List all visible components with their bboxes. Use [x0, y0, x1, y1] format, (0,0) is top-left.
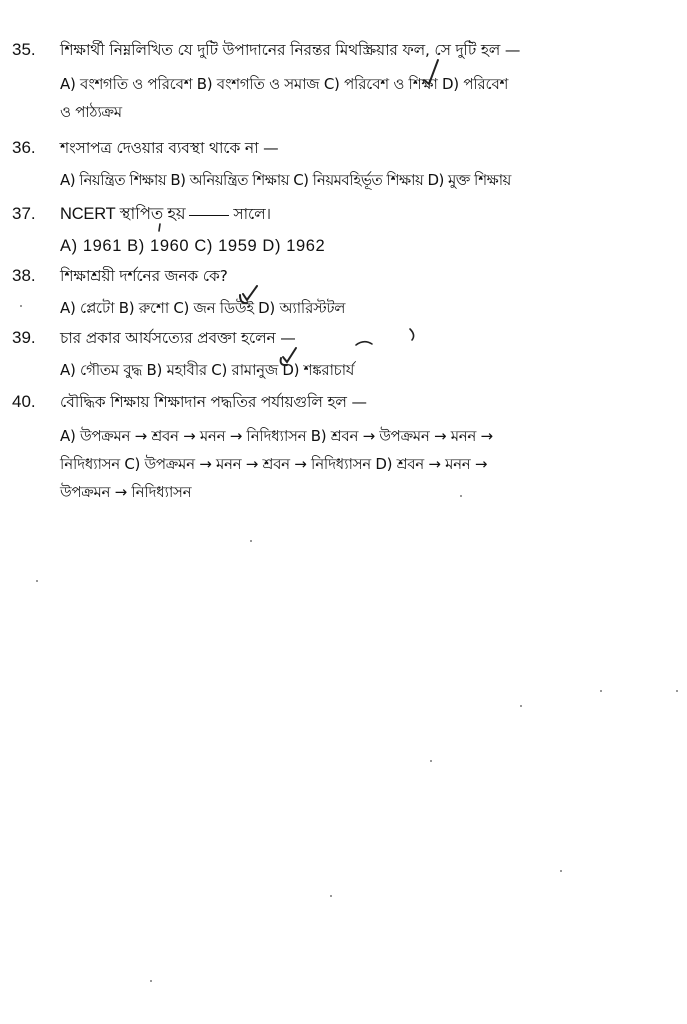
options-line: A) নিয়ন্ত্রিত শিক্ষায় B) অনিয়ন্ত্রিত শিক্ষায় C) নিয়মবহির্ভূত শিক্ষায় D) মুক্ত শিক্ষায়: [60, 171, 511, 189]
scan-speck: [150, 980, 152, 982]
pen-tick-mark-37: [155, 222, 165, 236]
options-line: A) উপক্রমন → শ্রবন → মনন → নিদিধ্যাসন B) শ্রবন → উপক্রমন → মনন →: [60, 427, 493, 445]
question-text: NCERT স্থাপিত হয়: [60, 205, 186, 223]
options-line: A) বংশগতি ও পরিবেশ B) বংশগতি ও সমাজ C) পরিবেশ ও শিক্ষা D) পরিবেশ: [60, 75, 509, 93]
question-text: শিক্ষার্থী নিম্নলিখিত যে দুটি উপাদানের নিরন্তর মিথস্ক্রিয়ার ফল, সে দুটি হল —: [60, 41, 521, 59]
question-text-suffix: সালে।: [233, 205, 271, 223]
options-line: উপক্রমন → নিদিধ্যাসন: [60, 483, 192, 501]
question-text: চার প্রকার আর্যসত্যের প্রবক্তা হলেন —: [60, 329, 296, 347]
question-35: [12, 38, 680, 126]
pen-tick-mark-35: [420, 58, 442, 88]
answer-blank: [189, 215, 229, 216]
question-36: [12, 136, 680, 194]
pen-tick-mark-38: [237, 284, 261, 306]
pen-tick-mark-39: [277, 346, 301, 368]
question-number: 36.: [12, 138, 36, 157]
scan-speck: [430, 760, 432, 762]
options-line: নিদিধ্যাসন C) উপক্রমন → মনন → শ্রবন → নিদিধ্যাসন D) শ্রবন → মনন →: [60, 455, 488, 473]
options-line: A) গৌতম বুদ্ধ B) মহাবীর C) রামানুজ D) শঙ্করাচার্য: [60, 361, 355, 379]
scan-speck: [20, 305, 22, 307]
scan-speck: [676, 690, 678, 692]
question-text: শংসাপত্র দেওয়ার ব্যবস্থা থাকে না —: [60, 139, 279, 157]
question-text: শিক্ষাশ্রয়ী দর্শনের জনক কে?: [60, 267, 228, 285]
question-37: [12, 201, 680, 260]
question-38: [12, 264, 680, 322]
question-number: 35.: [12, 40, 36, 59]
scan-speck: [520, 705, 522, 707]
scan-speck: [460, 495, 462, 497]
question-text: বৌদ্ধিক শিক্ষায় শিক্ষাদান পদ্ধতির পর্যায়গুলি হল —: [60, 393, 367, 411]
pen-scribble-mark: [350, 327, 420, 351]
options-line: A) 1961 B) 1960 C) 1959 D) 1962: [60, 237, 326, 255]
question-number: 39.: [12, 328, 36, 347]
options-line: A) প্লেটো B) রুশো C) জন ডিউই D) অ্যারিস্টটল: [60, 299, 346, 317]
scan-speck: [330, 895, 332, 897]
question-number: 40.: [12, 392, 36, 411]
question-40: [12, 390, 680, 506]
question-number: 38.: [12, 266, 36, 285]
scan-speck: [600, 690, 602, 692]
scan-speck: [560, 870, 562, 872]
scan-speck: [250, 540, 252, 542]
question-number: 37.: [12, 204, 36, 223]
scan-speck: [36, 580, 38, 582]
question-39: [12, 326, 680, 384]
options-line: ও পাঠ্যক্রম: [60, 103, 122, 121]
